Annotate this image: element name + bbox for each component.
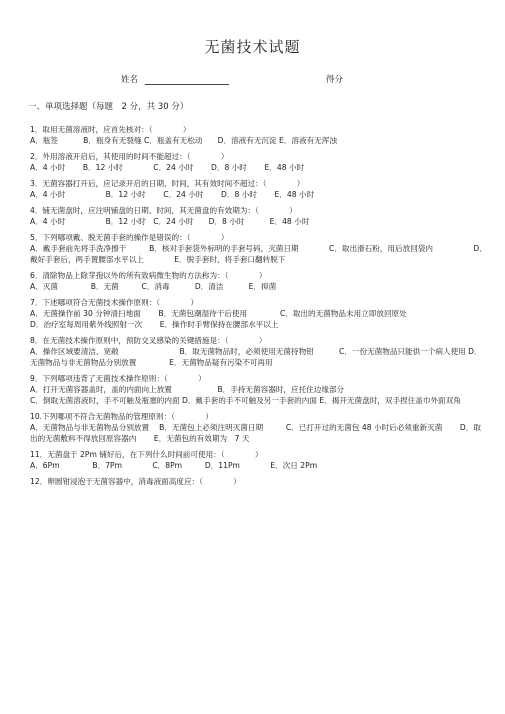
header-row (0, 73, 505, 87)
page-title: 无菌技术试题 (204, 38, 301, 56)
question-options: A．4 小时 B．12 小时 C．24 小时 D．8 小时 E．48 小时 (30, 163, 305, 172)
question-stem: 2．外用溶液开启后，其使用的时间不能超过：（ ） (30, 152, 229, 161)
question-options: A．戴手套前先将手洗净擦干 B．核对手套袋外标明的手套号码，灭菌日期 C．取出滑石粉，用后放回袋内 D．戴好手套后，两手置腰部水平以上 E．脱手套时，将手套口翻转脱下 (30, 244, 487, 264)
question-options: A．操作区域要清洁、宽敞 B．取无菌物品时，必须使用无菌持物钳 C．一份无菌物品只能供一个病人使用 D．无菌物品与非无菌物品分别放置 E．无菌物品疑有污染不可再用 (30, 347, 482, 367)
question-item (30, 476, 488, 487)
question-item (30, 297, 488, 330)
question-item (30, 205, 488, 227)
question-stem: 3．无菌容器打开后，应记录开启的日期、时间，其有效时间不超过：（ ） (30, 179, 305, 188)
question-item (30, 335, 488, 368)
question-item (30, 232, 488, 265)
question-options: A．4 小时 B．12 小时 C．24 小时 D．8 小时 E．48 小时 (30, 190, 315, 199)
question-item (30, 178, 488, 200)
question-options: A．灭菌 B．无菌 C．消毒 D．清洁 E．抑菌 (30, 282, 277, 291)
question-stem: 12．卵圆钳浸泡于无菌容器中，消毒液面高度应：（ ） (30, 477, 241, 486)
question-stem: 11．无菌盘于 2Pm 铺好后，在下列什么时间前可使用：（ ） (30, 450, 263, 459)
score-label: 得分 (326, 75, 344, 85)
question-options: A．瓶签 B．瓶身有无裂缝 C．瓶盖有无松动 D．溶液有无沉淀 E．溶液有无浑浊 (30, 136, 337, 145)
question-stem: 4．铺无菌盘时，应注明铺盘的日期、时间，其无菌盘的有效期为：（ ） (30, 206, 297, 215)
name-label: 姓名 (121, 75, 139, 85)
question-stem: 9．下列哪项违背了无菌技术操作原则：（ ） (30, 374, 206, 383)
question-stem: 10.下列哪项不符合无菌物品的管理原则：（ ） (30, 412, 213, 421)
question-options: A．6Pm B．7Pm C．8Pm D．11Pm E．次日 2Pm (30, 461, 318, 470)
section-heading: 一、单项选择题（每题 2 分，共 30 分） (28, 102, 189, 112)
question-stem: 1．取用无菌溶液时，应首先核对：（ ） (30, 125, 191, 134)
question-stem: 8．在无菌技术操作原则中，预防交叉感染的关键措施是：（ ） (30, 336, 267, 345)
question-options: A．打开无菌容器盖时，盖的内面向上放置 B．手持无菌容器时，应托住边缘部分 C．倒取无菌溶液时，手不可触及瓶塞的内面 D．戴手套的手不可触及另一手套的内面 E．揭开无菌盘时，双手捏住盖巾外面双角 (30, 385, 461, 405)
question-item (30, 270, 488, 292)
question-list (30, 124, 488, 492)
question-item (30, 449, 488, 471)
question-stem: 7．下述哪项符合无菌技术操作原则：（ ） (30, 298, 199, 307)
question-item (30, 151, 488, 173)
question-item (30, 411, 488, 444)
question-stem: 6．清除物品上除芽孢以外的所有致病微生物的方法称为：（ ） (30, 271, 267, 280)
question-options: A．无菌物品与非无菌物品分别放置 B．无菌包上必须注明灭菌日期 C．已打开过的无菌包 48 小时后必须重新灭菌 D．取出的无菌敷料不得放回原容器内 E．无菌包的有效期为 7 天 (30, 423, 481, 443)
question-stem: 5．下列哪项戴、脱无菌手套的操作是错误的：（ ） (30, 233, 229, 242)
question-options: A．无菌操作前 30 分钟清扫地面 B．无菌包潮湿待干后使用 C．取出的无菌物品未用立即放回原处 D．治疗室每周用紫外线照射一次 E．操作时手臂保持在腰部水平以上 (30, 309, 407, 329)
question-item (30, 124, 488, 146)
question-options: A．4 小时 B．12 小时 C．24 小时 D．8 小时 E．48 小时 (30, 217, 310, 226)
name-blank-line (145, 84, 229, 85)
question-item (30, 373, 488, 406)
